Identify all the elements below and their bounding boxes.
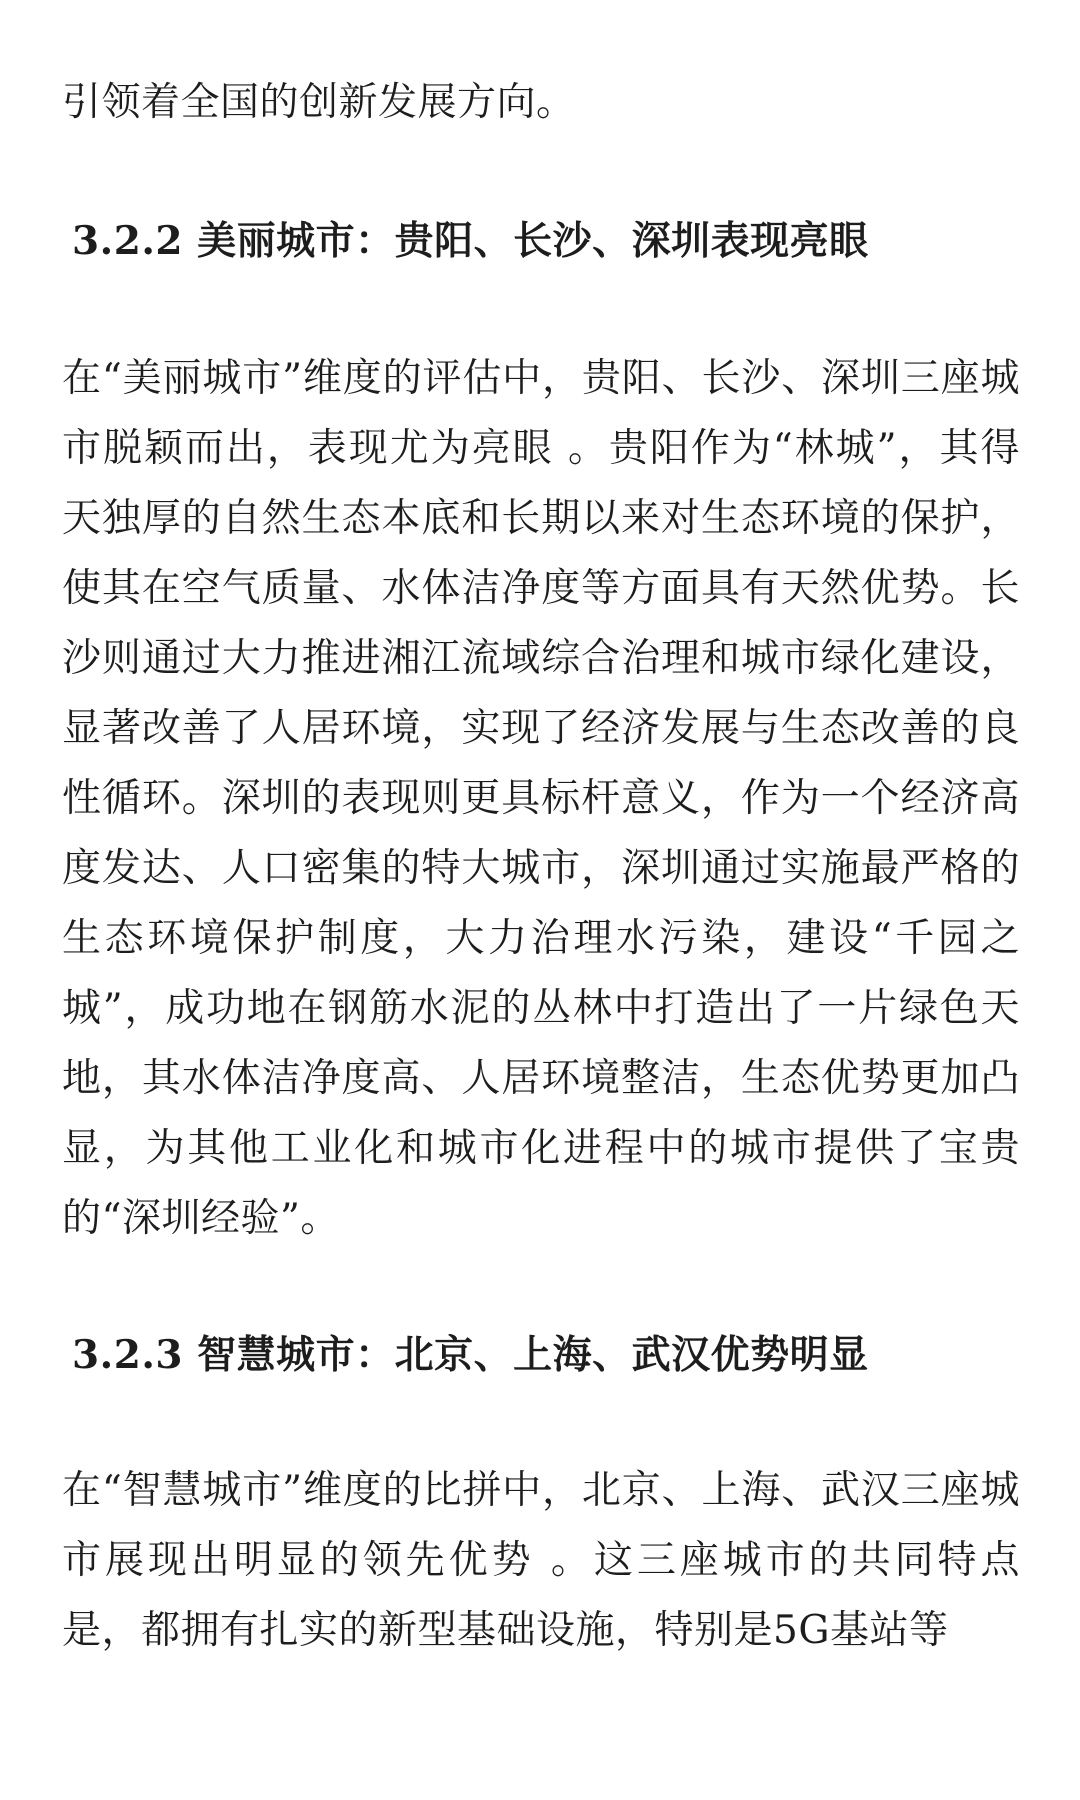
paragraph-spacer <box>62 1390 1020 1456</box>
paragraph-spacer <box>62 276 1020 344</box>
section-heading-3-2-3: 3.2.3 智慧城市：北京、上海、武汉优势明显 <box>72 1332 869 1378</box>
paragraph-spacer <box>62 138 1020 206</box>
section-body-3-2-2: 在“美丽城市”维度的评估中，贵阳、长沙、深圳三座城市脱颖而出，表现尤为亮眼 。贵阳作为“林城”，其得天独厚的自然生态本底和长期以来对生态环境的保护，使其在空气质量、水体洁净度等方面具有天然优势。长沙则通过大力推进湘江流域综合治理和城市绿化建设，显著改善了人居环境，实现了经济发展与生态改善的良性循环。深圳的表现则更具标杆意义，作为一个经济高度发达、人口密集的特大城市，深圳通过实施最严格的生态环境保护制度，大力治理水污染，建设“千园之城”，成功地在钢筋水泥的丛林中打造出了一片绿色天地，其水体洁净度高、人居环境整洁，生态优势更加凸显，为其他工业化和城市化进程中的城市提供了宝贵的“深圳经验”。 <box>62 356 1020 1241</box>
section-heading-3-2-2: 3.2.2 美丽城市：贵阳、长沙、深圳表现亮眼 <box>72 218 869 264</box>
paragraph-spacer <box>62 1254 1020 1320</box>
intro-tail-paragraph: 引领着全国的创新发展方向。 <box>62 80 576 125</box>
section-body-3-2-3: 在“智慧城市”维度的比拼中，北京、上海、武汉三座城市展现出明显的领先优势 。这三座城市的共同特点是，都拥有扎实的新型基础设施，特别是5G基站等 <box>62 1468 1020 1653</box>
